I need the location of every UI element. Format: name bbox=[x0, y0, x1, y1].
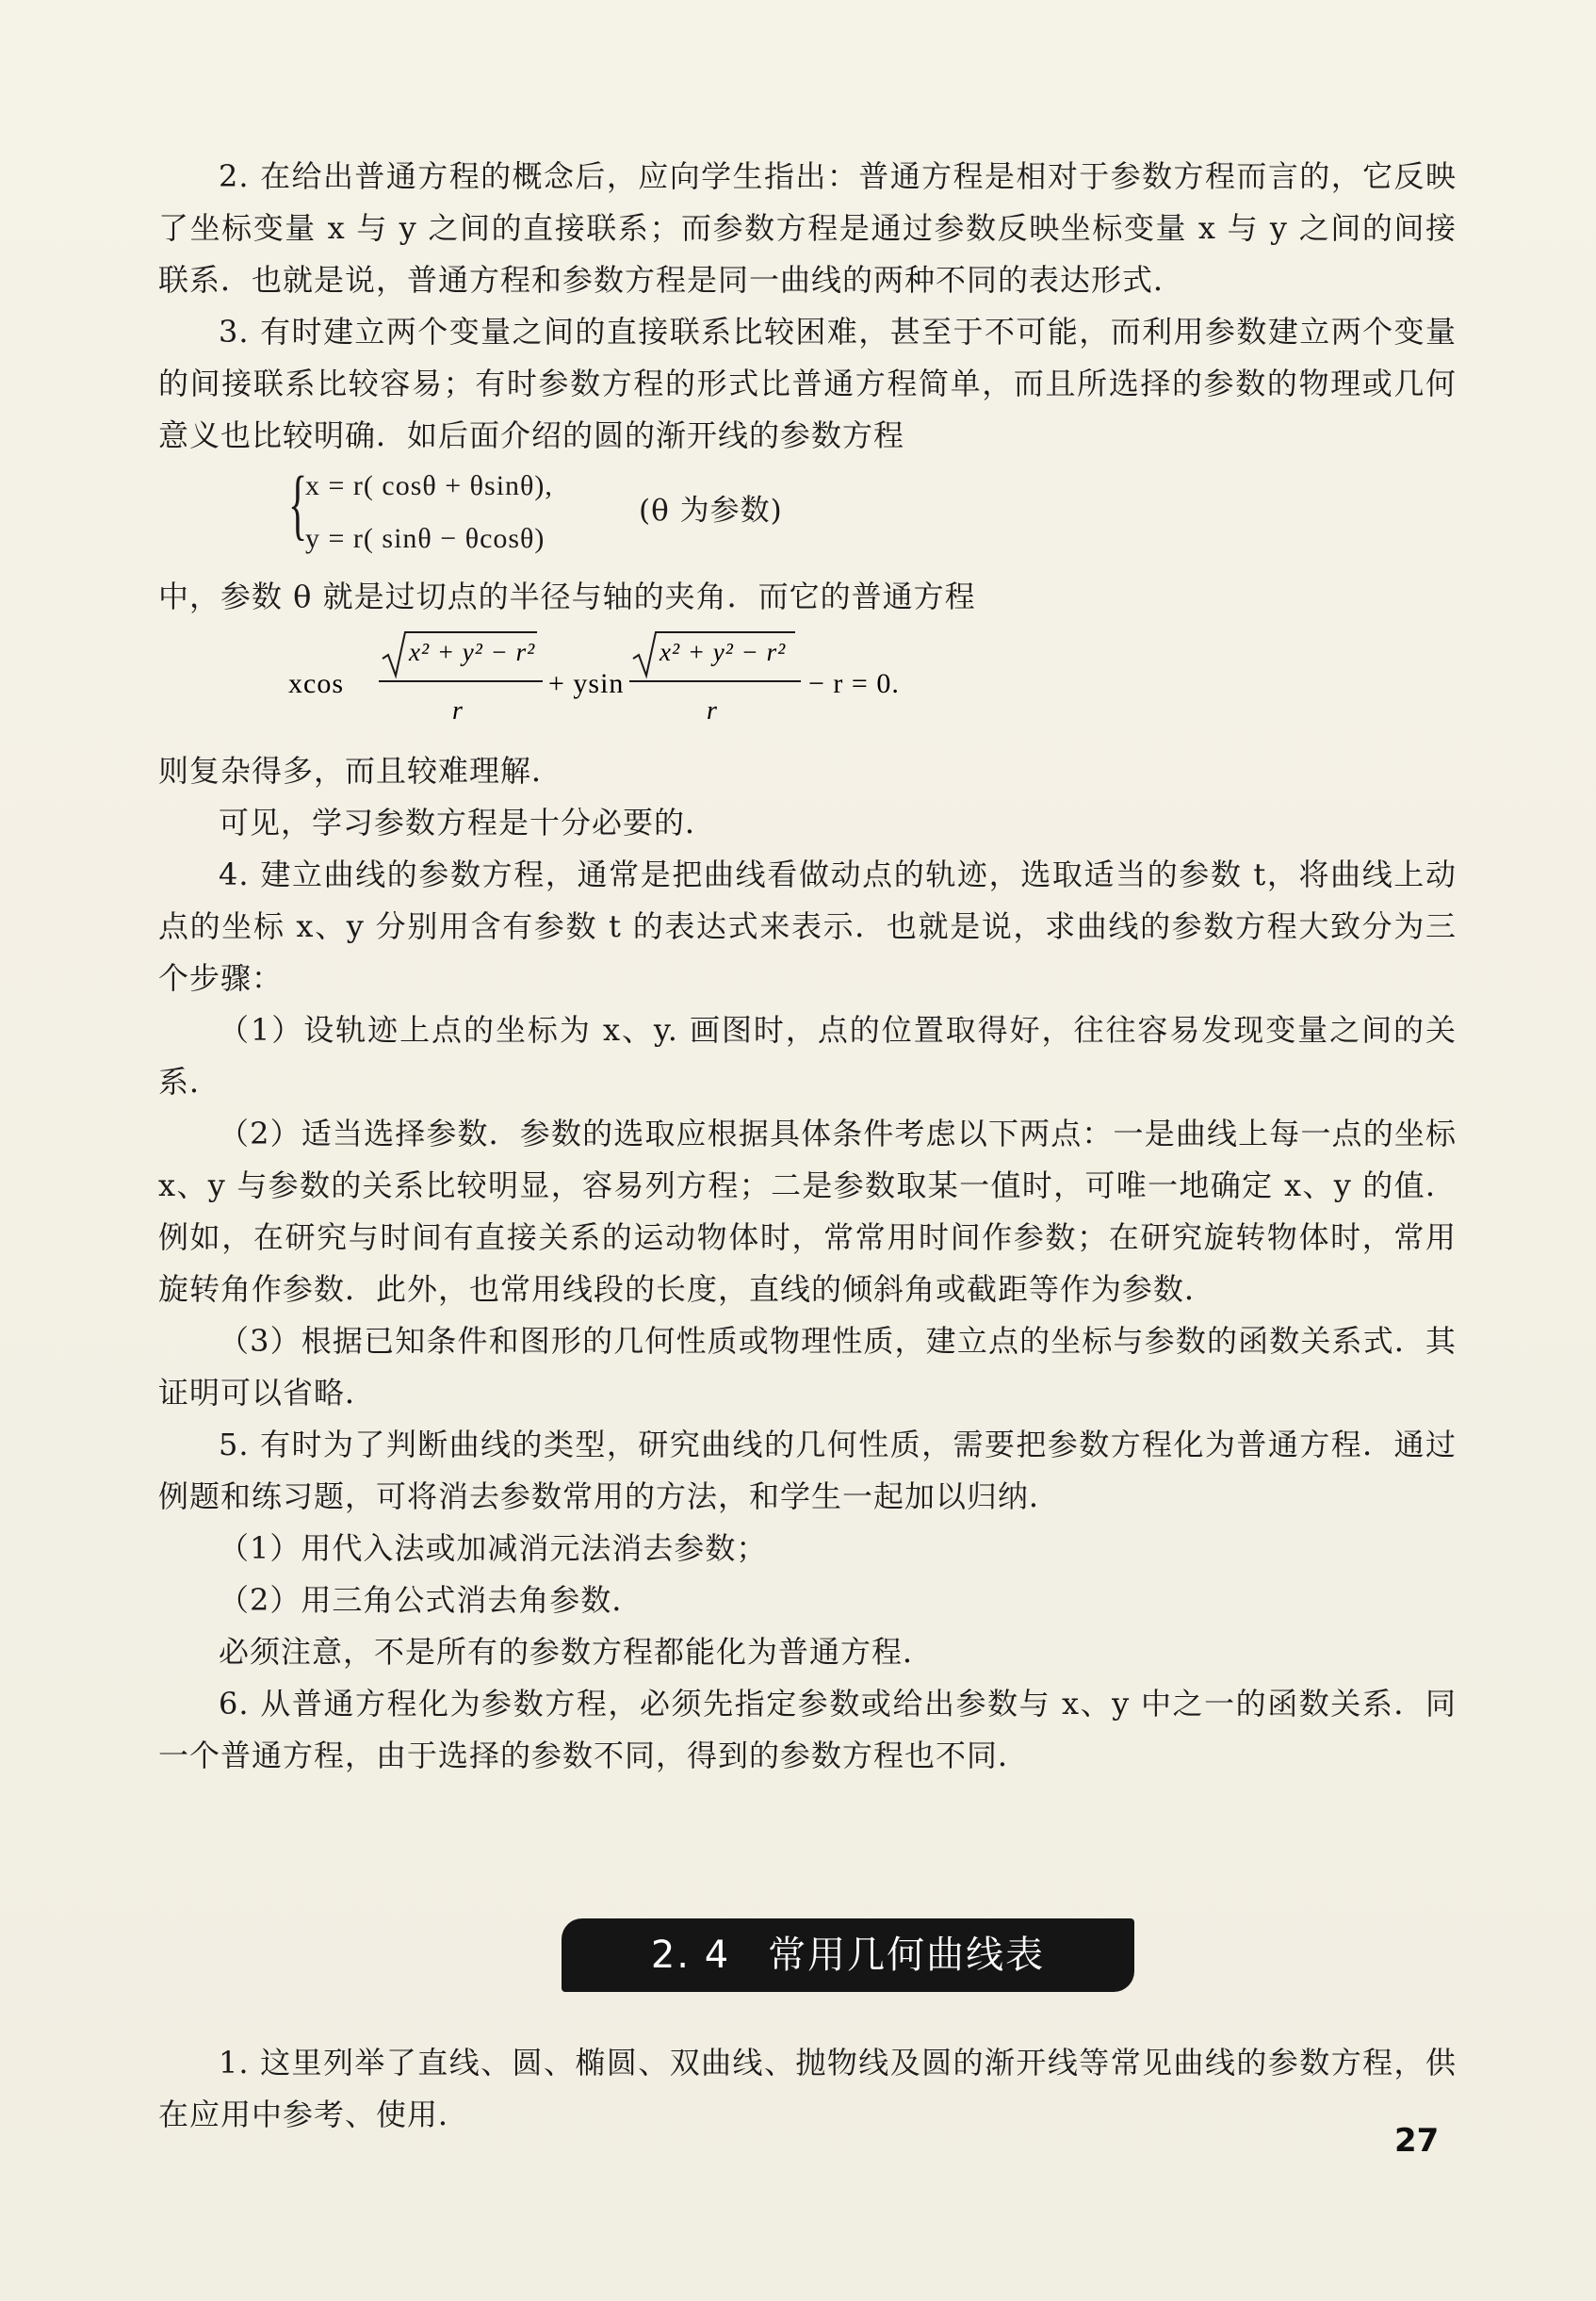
radicand-2: x² + y² − r² bbox=[660, 638, 787, 666]
equation-y: y = r( sinθ − θcosθ) bbox=[305, 523, 546, 554]
section-number: 2. 4 bbox=[650, 1934, 731, 1977]
equation-x: x = r( cosθ + θsinθ), bbox=[305, 470, 553, 501]
paragraph-4: 4. 建立曲线的参数方程，通常是把曲线看做动点的轨迹，选取适当的参数 t，将曲线上动点的坐标 x、y 分别用含有参数 t 的表达式来表示．也就是说，求曲线的参数方程大致分为三个步骤： bbox=[158, 857, 1457, 996]
denominator-1: r bbox=[452, 696, 464, 726]
main-text bbox=[158, 151, 1457, 1782]
paragraph-after-system: 中，参数 θ 就是过切点的半径与轴的夹角．而它的普通方程 bbox=[158, 579, 976, 614]
method-2: （2）用三角公式消去角参数． bbox=[219, 1582, 643, 1618]
paragraph-5: 5. 有时为了判断曲线的类型，研究曲线的几何性质，需要把参数方程化为普通方程．通过例题和练习题，可将消去参数常用的方法，和学生一起加以归纳． bbox=[158, 1427, 1457, 1514]
section-text bbox=[158, 2037, 1457, 2141]
section-title: 常用几何曲线表 bbox=[768, 1934, 1046, 1977]
ordinary-equation-formula bbox=[158, 623, 1457, 745]
step-1: （1）设轨迹上点的坐标为 x、y. 画图时，点的位置取得好，往往容易发现变量之间的关系． bbox=[158, 1012, 1457, 1100]
section-heading bbox=[562, 1918, 1134, 1992]
paragraph-conclusion: 可见，学习参数方程是十分必要的． bbox=[219, 805, 717, 840]
formula-tail: − r = 0. bbox=[808, 668, 900, 699]
paragraph-3: 3. 有时建立两个变量之间的直接联系比较困难，甚至于不可能，而利用参数建立两个变量的间接联系比较容易；有时参数方程的形式比普通方程简单，而且所选择的参数的物理或几何意义也比较明确．如后面介绍的圆的渐开线的参数方程 bbox=[158, 314, 1457, 453]
page-number: 27 bbox=[1394, 2122, 1440, 2160]
method-1: （1）用代入法或加减消元法消去参数； bbox=[219, 1530, 768, 1566]
paragraph-2: 2. 在给出普通方程的概念后，应向学生指出：普通方程是相对于参数方程而言的，它反映了坐标变量 x 与 y 之间的直接联系；而参数方程是通过参数反映坐标变量 x 与 y 之间的间接联系．也就是说，普通方程和参数方程是同一曲线的两种不同的表达形式． bbox=[158, 158, 1457, 298]
formula-graphic bbox=[158, 623, 1457, 745]
parameter-note: (θ 为参数) bbox=[639, 494, 783, 528]
term1-prefix: xcos bbox=[288, 668, 344, 699]
term2-prefix: + ysin bbox=[548, 668, 625, 699]
left-brace: { bbox=[288, 461, 308, 548]
involute-parametric-equations bbox=[288, 462, 1457, 571]
denominator-2: r bbox=[707, 696, 718, 726]
paragraph-after-formula: 则复杂得多，而且较难理解． bbox=[158, 753, 563, 789]
note: 必须注意，不是所有的参数方程都能化为普通方程． bbox=[219, 1634, 935, 1670]
step-3: （3）根据已知条件和图形的几何性质或物理性质，建立点的坐标与参数的函数关系式．其证明可以省略． bbox=[158, 1323, 1457, 1411]
radicand-1: x² + y² − r² bbox=[409, 638, 536, 666]
step-2: （2）适当选择参数．参数的选取应根据具体条件考虑以下两点：一是曲线上每一点的坐标 x、y 与参数的关系比较明显，容易列方程；二是参数取某一值时，可唯一地确定 x、y 的值．例如，在研究与时间有直接关系的运动物体时，常常用时间作参数；在研究旋转物体时，常用旋转角作参数．此外，也常用线段的长度，直线的倾斜角或截距等作为参数． bbox=[158, 1116, 1457, 1307]
section-paragraph-1: 1. 这里列举了直线、圆、椭圆、双曲线、抛物线及圆的渐开线等常见曲线的参数方程，供在应用中参考、使用． bbox=[158, 2045, 1457, 2132]
paragraph-6: 6. 从普通方程化为参数方程，必须先指定参数或给出参数与 x、y 中之一的函数关系．同一个普通方程，由于选择的参数不同，得到的参数方程也不同． bbox=[158, 1686, 1457, 1773]
